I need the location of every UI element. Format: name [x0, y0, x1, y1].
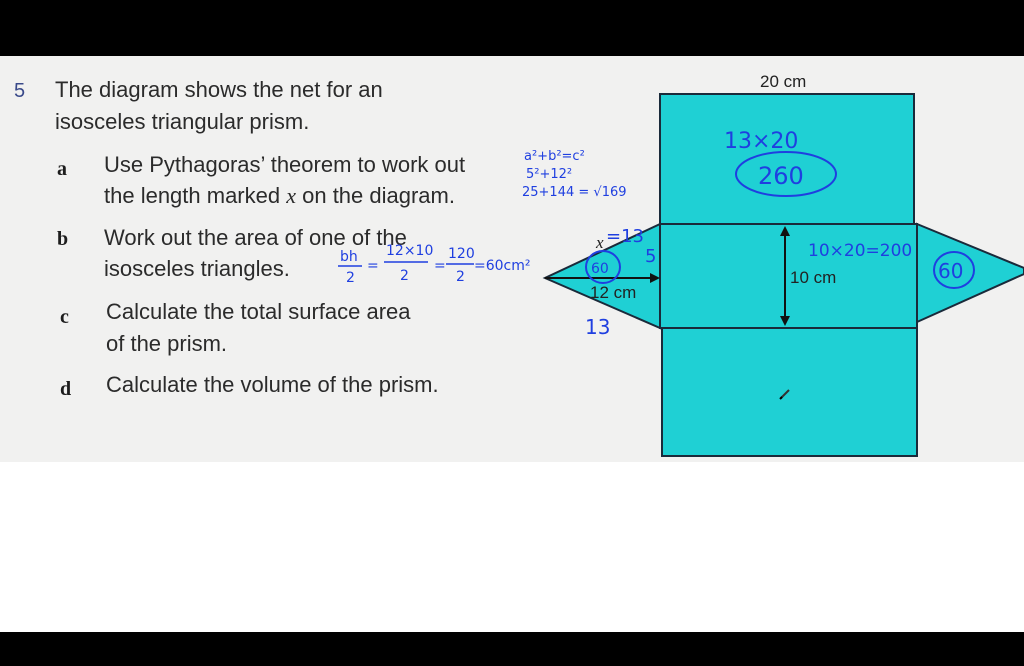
prism-net-diagram — [0, 56, 1024, 462]
height-dimension-label: 10 cm — [790, 268, 837, 287]
side-thirteen: 13 — [585, 315, 611, 339]
equals-1: = — [367, 258, 379, 274]
mid-rect-calc: 10×20=200 — [808, 241, 913, 261]
question-number: 5 — [14, 80, 26, 102]
part-b-line-1: Work out the area of one of the — [104, 225, 407, 250]
top-dimension-label: 20 cm — [760, 72, 807, 91]
intro-line-1: The diagram shows the net for an — [55, 77, 383, 102]
frac1-numerator: bh — [340, 249, 358, 265]
right-tri-area: 60 — [938, 259, 964, 283]
x-variable: x — [286, 183, 296, 208]
part-c-letter: c — [60, 306, 69, 328]
part-c-line-2: of the prism. — [106, 331, 228, 356]
x-side-label: x — [596, 233, 604, 252]
frac3-numerator: 120 — [448, 246, 475, 262]
equals-2: = — [434, 258, 446, 274]
base-dimension-label: 12 cm — [590, 283, 637, 302]
frac2-denominator: 2 — [400, 268, 409, 284]
top-rectangle — [660, 94, 914, 224]
worksheet-page — [0, 56, 1024, 462]
x-value: =13 — [606, 226, 644, 247]
top-rect-calc: 13×20 — [724, 129, 799, 154]
middle-rectangle — [660, 224, 917, 328]
side-five: 5 — [645, 246, 657, 267]
pythag-sum: 25+144 = √169 — [522, 185, 627, 200]
area-result: =60cm² — [474, 258, 531, 274]
part-c-line-1: Calculate the total surface area — [106, 299, 411, 324]
bottom-rectangle — [662, 328, 917, 456]
blank-area — [0, 462, 1024, 632]
right-triangle — [917, 224, 1024, 322]
pythag-formula: a²+b²=c² — [524, 149, 585, 164]
part-d-line-1: Calculate the volume of the prism. — [106, 372, 439, 397]
top-rect-area: 260 — [758, 162, 804, 190]
part-b-line-2: isosceles triangles. — [104, 256, 290, 281]
part-a-letter: a — [57, 158, 67, 180]
part-d-letter: d — [60, 378, 72, 400]
pythag-substitution: 5²+12² — [526, 167, 573, 182]
frac1-denominator: 2 — [346, 270, 355, 286]
part-a-line-1: Use Pythagoras’ theorem to work out — [104, 152, 466, 177]
intro-line-2: isosceles triangular prism. — [55, 109, 310, 134]
part-b-letter: b — [57, 228, 69, 250]
frac2-numerator: 12×10 — [386, 243, 434, 259]
frac3-denominator: 2 — [456, 269, 465, 285]
left-tri-area: 60 — [591, 261, 609, 277]
part-a-line-2: the length marked x on the diagram. — [104, 183, 455, 208]
